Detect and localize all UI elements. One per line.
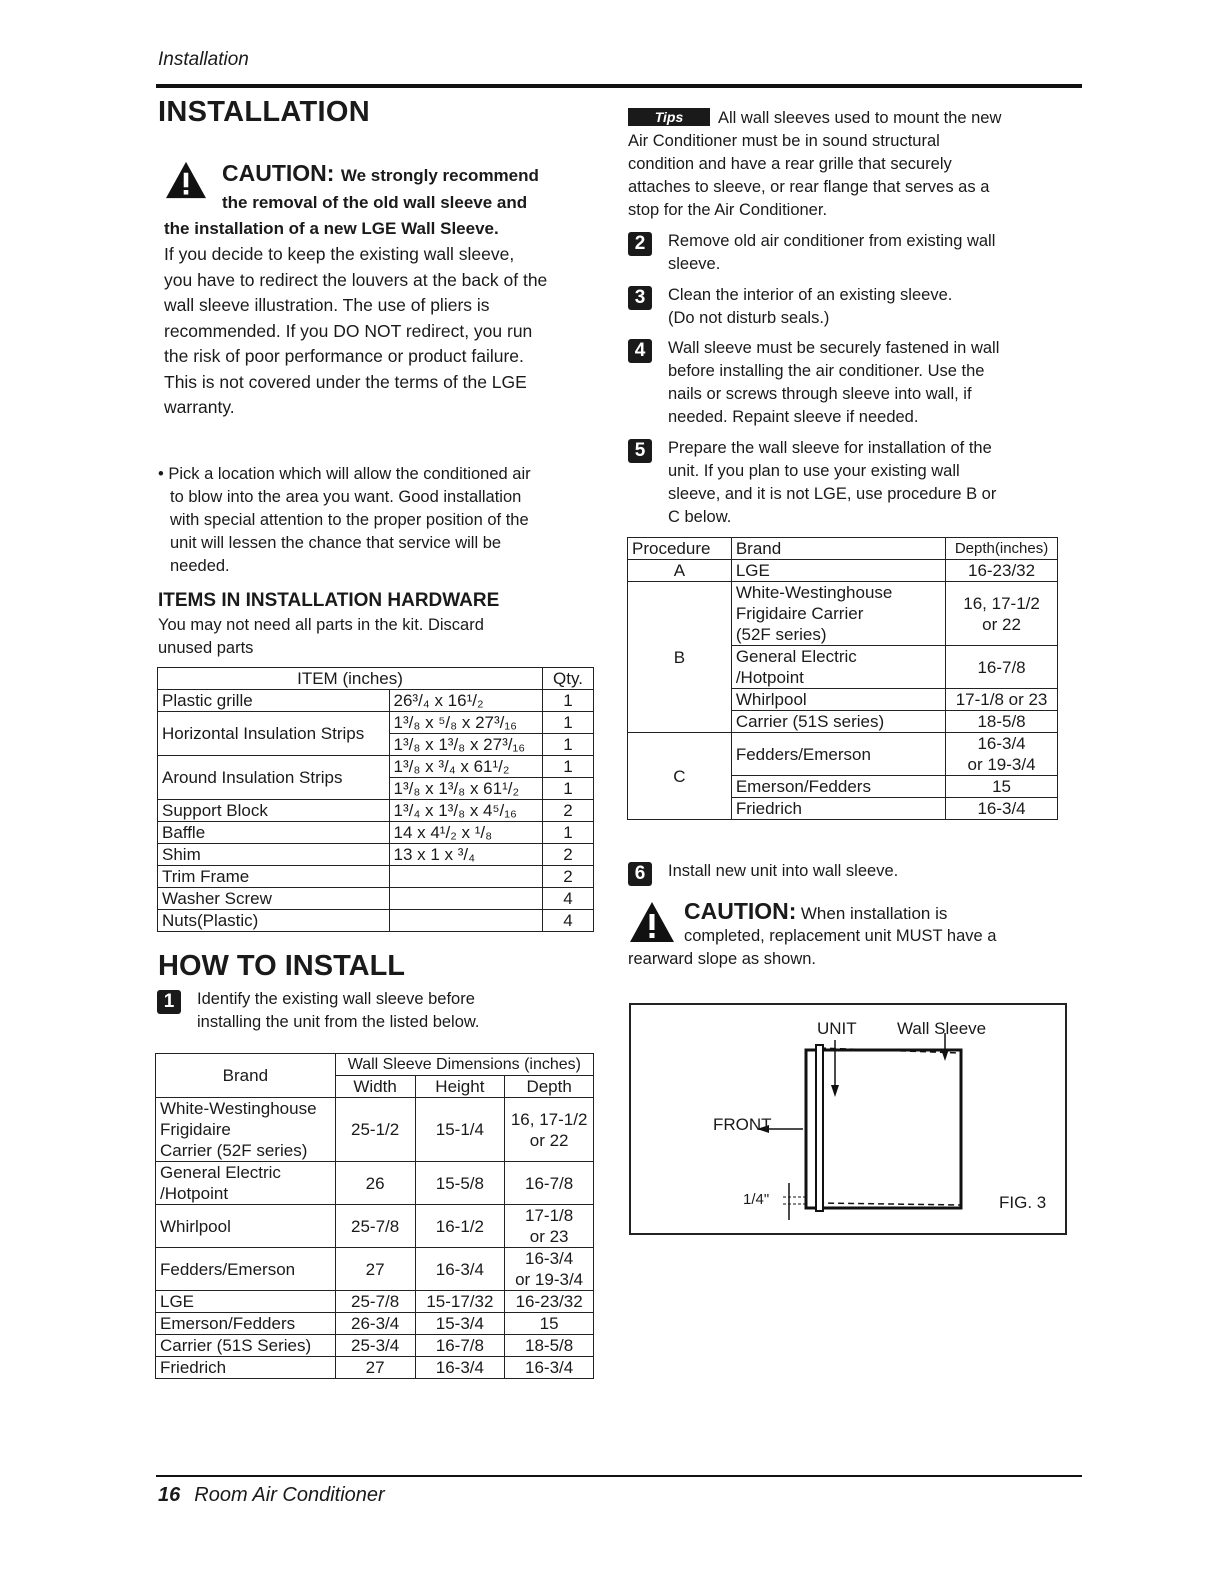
how-to-heading: HOW TO INSTALL	[158, 950, 406, 982]
item-dims: 1³/₈ x ⁵/₈ x 27³/₁₆	[389, 712, 543, 734]
col-depth: Depth(inches)	[946, 538, 1058, 560]
caution-label: CAUTION:	[222, 160, 335, 186]
item-name: Trim Frame	[158, 866, 390, 888]
depth-cell: 16-23/32	[505, 1291, 594, 1313]
step-text	[668, 337, 1068, 429]
item-dims: 1³/₈ x 1³/₈ x 61¹/₂	[389, 778, 543, 800]
depth-line: 16-3/4	[977, 734, 1026, 753]
item-name: Nuts(Plastic)	[158, 910, 390, 932]
wall-sleeve-table	[155, 1053, 594, 1379]
item-qty: 2	[543, 844, 594, 866]
table-row	[156, 1291, 594, 1313]
caution-body-line: the risk of poor performance or product failure.	[164, 346, 524, 366]
col-dims: Wall Sleeve Dimensions (inches)	[335, 1054, 593, 1076]
width-cell: 26-3/4	[335, 1313, 415, 1335]
depth-line: or 22	[982, 614, 1021, 634]
item-dims	[389, 910, 543, 932]
height-cell: 16-1/2	[415, 1205, 505, 1248]
depth-cell	[946, 733, 1058, 776]
height-cell: 16-7/8	[415, 1335, 505, 1357]
footer-rule	[156, 1475, 1082, 1477]
col-height: Height	[415, 1076, 505, 1098]
procedure-cell: A	[628, 560, 732, 582]
items-header-item: ITEM (inches)	[158, 668, 543, 690]
caution-text-3: the installation of a new LGE Wall Sleeve.	[164, 219, 499, 238]
table-row	[156, 1313, 594, 1335]
location-bullet	[158, 463, 598, 578]
step-3	[628, 284, 1068, 330]
table-row	[156, 1248, 594, 1291]
step-4	[628, 337, 1068, 429]
width-cell: 25-1/2	[335, 1098, 415, 1162]
depth-cell: 16-7/8	[946, 646, 1058, 689]
page-footer	[158, 1484, 385, 1507]
table-row	[158, 910, 594, 932]
item-qty: 1	[543, 734, 594, 756]
tips-line: stop for the Air Conditioner.	[628, 201, 828, 219]
procedure-table	[627, 537, 1058, 820]
depth-cell	[505, 1098, 594, 1162]
step-number-badge: 3	[628, 286, 652, 310]
item-dims: 14 x 4¹/₂ x ¹/₈	[389, 822, 543, 844]
step-line: installing the unit from the listed below.	[197, 1013, 480, 1031]
footer-title: Room Air Conditioner	[194, 1484, 385, 1506]
warning-icon	[164, 160, 208, 200]
item-name: Baffle	[158, 822, 390, 844]
step-line: Prepare the wall sleeve for installation of the	[668, 439, 992, 457]
step-text	[668, 860, 1068, 883]
item-qty: 1	[543, 712, 594, 734]
step-line: needed. Repaint sleeve if needed.	[668, 408, 919, 426]
table-row	[156, 1357, 594, 1379]
item-name: Shim	[158, 844, 390, 866]
step-text	[668, 437, 1068, 529]
table-row	[628, 560, 1058, 582]
caution-body-line: recommended. If you DO NOT redirect, you run	[164, 320, 533, 341]
step-line: sleeve, and it is not LGE, use procedure B or	[668, 485, 997, 503]
table-row	[158, 690, 594, 712]
item-dims: 1³/₈ x 1³/₈ x 27³/₁₆	[389, 734, 543, 756]
tips-line: condition and have a rear grille that securely	[628, 155, 952, 173]
items-table	[157, 667, 594, 932]
table-row	[156, 1335, 594, 1357]
col-brand: Brand	[731, 538, 945, 560]
depth-line: 16-3/4	[525, 1249, 574, 1268]
caution-block	[164, 160, 594, 421]
brand-cell: Whirlpool	[156, 1205, 336, 1248]
procedure-cell: C	[628, 733, 732, 820]
page-title: INSTALLATION	[158, 96, 370, 128]
bullet-line: needed.	[170, 557, 230, 575]
tips-line: Air Conditioner must be in sound structural	[628, 132, 940, 150]
col-procedure: Procedure	[628, 538, 732, 560]
step-2	[628, 230, 1068, 276]
item-dims: 26³/₄ x 16¹/₂	[389, 690, 543, 712]
step-number-badge: 1	[157, 990, 181, 1014]
caution-body-line: This is not covered under the terms of the LGE	[164, 371, 527, 392]
step-text	[197, 988, 597, 1034]
step-1	[157, 988, 597, 1034]
item-name: Washer Screw	[158, 888, 390, 910]
caution-body-line: If you decide to keep the existing wall sleeve,	[164, 244, 515, 264]
caution-body-line: warranty.	[164, 397, 235, 417]
item-qty: 2	[543, 866, 594, 888]
running-header: Installation	[158, 49, 249, 70]
depth-cell: 15	[505, 1313, 594, 1335]
caution-block-2	[628, 898, 1068, 971]
table-row	[158, 866, 594, 888]
depth-line: 16, 17-1/2	[963, 593, 1040, 613]
items-heading: ITEMS IN INSTALLATION HARDWARE	[158, 590, 500, 611]
caution-text-2: the removal of the old wall sleeve and	[222, 193, 528, 212]
bullet-line: with special attention to the proper position of the	[170, 511, 529, 529]
bullet-line: to blow into the area you want. Good installation	[170, 488, 522, 506]
item-name: Around Insulation Strips	[158, 756, 390, 800]
width-cell: 25-7/8	[335, 1291, 415, 1313]
depth-cell: 16-3/4	[946, 798, 1058, 820]
depth-cell: 18-5/8	[946, 711, 1058, 733]
caution-body	[164, 242, 594, 421]
item-dims: 1³/₄ x 1³/₈ x 4⁵/₁₆	[389, 800, 543, 822]
procedure-cell: B	[628, 582, 732, 733]
brand-cell: Friedrich	[156, 1357, 336, 1379]
table-row	[158, 888, 594, 910]
brand-line: /Hotpoint	[735, 668, 804, 687]
brand-cell	[731, 646, 945, 689]
step-line: nails or screws through sleeve into wall, if	[668, 385, 972, 403]
depth-cell: 18-5/8	[505, 1335, 594, 1357]
depth-cell	[946, 582, 1058, 646]
table-row	[158, 756, 594, 778]
height-cell: 15-3/4	[415, 1313, 505, 1335]
items-header-qty: Qty.	[543, 668, 594, 690]
wall-sleeve-label: Wall Sleeve	[897, 1019, 987, 1038]
item-qty: 2	[543, 800, 594, 822]
height-cell: 16-3/4	[415, 1357, 505, 1379]
brand-line: White-Westinghouse	[735, 583, 893, 602]
brand-cell: LGE	[156, 1291, 336, 1313]
item-qty: 1	[543, 778, 594, 800]
height-cell: 16-3/4	[415, 1248, 505, 1291]
items-note-line: You may not need all parts in the kit. Discard	[158, 616, 484, 634]
brand-cell	[731, 582, 945, 646]
item-qty: 4	[543, 888, 594, 910]
caution-label: CAUTION:	[684, 898, 797, 924]
table-row	[158, 844, 594, 866]
table-row	[156, 1205, 594, 1248]
step-text	[668, 284, 1068, 330]
item-qty: 1	[543, 690, 594, 712]
step-line: Remove old air conditioner from existing wall	[668, 232, 996, 250]
height-cell: 15-1/4	[415, 1098, 505, 1162]
item-dims	[389, 866, 543, 888]
step-number-badge: 4	[628, 339, 652, 363]
brand-cell: Emerson/Fedders	[156, 1313, 336, 1335]
depth-cell: 16-23/32	[946, 560, 1058, 582]
depth-line: or 19-3/4	[515, 1270, 584, 1289]
brand-line: General Electric	[160, 1163, 281, 1182]
bullet-line: • Pick a location which will allow the conditioned air	[158, 465, 531, 483]
depth-line: or 19-3/4	[967, 755, 1036, 774]
depth-cell	[505, 1248, 594, 1291]
brand-cell: Fedders/Emerson	[156, 1248, 336, 1291]
col-depth: Depth	[505, 1076, 594, 1098]
table-row	[628, 582, 1058, 646]
width-cell: 26	[335, 1162, 415, 1205]
tips-line: All wall sleeves used to mount the new	[718, 109, 1002, 127]
step-6	[628, 860, 1068, 883]
depth-cell	[505, 1205, 594, 1248]
table-row	[156, 1098, 594, 1162]
table-row	[158, 822, 594, 844]
col-brand: Brand	[156, 1054, 336, 1098]
step-line: Identify the existing wall sleeve before	[197, 990, 475, 1008]
brand-line: (52F series)	[735, 625, 827, 644]
figure-3	[629, 1003, 1067, 1235]
item-name: Support Block	[158, 800, 390, 822]
item-name: Horizontal Insulation Strips	[158, 712, 390, 756]
width-cell: 25-3/4	[335, 1335, 415, 1357]
item-dims: 13 x 1 x ³/₄	[389, 844, 543, 866]
caution-text-2: completed, replacement unit MUST have a	[684, 927, 997, 945]
depth-cell: 16-3/4	[505, 1357, 594, 1379]
depth-line: or 23	[529, 1227, 569, 1246]
step-number-badge: 6	[628, 862, 652, 886]
step-line: before installing the air conditioner. Use the	[668, 362, 985, 380]
step-line: unit. If you plan to use your existing wall	[668, 462, 960, 480]
width-cell: 27	[335, 1248, 415, 1291]
unit-label: UNIT	[817, 1019, 857, 1038]
brand-line: Frigidaire Carrier	[735, 604, 864, 623]
brand-cell	[156, 1162, 336, 1205]
brand-cell: Whirlpool	[731, 689, 945, 711]
item-name: Plastic grille	[158, 690, 390, 712]
step-line: (Do not disturb seals.)	[668, 309, 830, 327]
quarter-inch-label: 1/4"	[743, 1191, 770, 1208]
item-dims: 1³/₈ x ³/₄ x 61¹/₂	[389, 756, 543, 778]
step-number-badge: 2	[628, 232, 652, 256]
brand-line: Carrier (52F series)	[160, 1141, 308, 1160]
brand-cell: Fedders/Emerson	[731, 733, 945, 776]
brand-cell	[156, 1098, 336, 1162]
brand-line: Frigidaire	[160, 1120, 231, 1139]
caution-text-3: rearward slope as shown.	[628, 950, 817, 968]
width-cell: 27	[335, 1357, 415, 1379]
table-row	[158, 800, 594, 822]
front-label: FRONT	[713, 1115, 772, 1134]
step-5	[628, 437, 1068, 529]
table-row	[158, 712, 594, 734]
table-row	[628, 733, 1058, 776]
caution-text-1: When installation is	[800, 904, 948, 923]
tips-block	[628, 107, 1068, 222]
table-row	[156, 1162, 594, 1205]
caution-body-line: wall sleeve illustration. The use of pliers is	[164, 295, 490, 315]
col-width: Width	[335, 1076, 415, 1098]
brand-line: /Hotpoint	[160, 1184, 229, 1203]
depth-cell: 16-7/8	[505, 1162, 594, 1205]
tips-line: attaches to sleeve, or rear flange that serves as a	[628, 178, 990, 196]
step-line: Clean the interior of an existing sleeve.	[668, 286, 953, 304]
brand-line: White-Westinghouse	[160, 1099, 317, 1118]
item-qty: 1	[543, 822, 594, 844]
page-number: 16	[158, 1484, 181, 1506]
brand-line: General Electric	[735, 647, 857, 666]
caution-body-line: you have to redirect the louvers at the back of the	[164, 269, 548, 290]
step-line: C below.	[668, 508, 732, 526]
depth-line: 17-1/8	[525, 1206, 574, 1225]
item-qty: 1	[543, 756, 594, 778]
depth-line: or 22	[529, 1130, 569, 1150]
item-qty: 4	[543, 910, 594, 932]
width-cell: 25-7/8	[335, 1205, 415, 1248]
brand-cell: Carrier (51S Series)	[156, 1335, 336, 1357]
item-dims	[389, 888, 543, 910]
warning-icon	[628, 900, 676, 944]
items-note	[158, 614, 484, 660]
brand-cell: LGE	[731, 560, 945, 582]
step-number-badge: 5	[628, 439, 652, 463]
brand-cell: Carrier (51S series)	[731, 711, 945, 733]
caution-text-1: We strongly recommend	[340, 166, 539, 185]
depth-cell: 15	[946, 776, 1058, 798]
items-note-line: unused parts	[158, 639, 254, 657]
brand-cell: Emerson/Fedders	[731, 776, 945, 798]
step-line: Install new unit into wall sleeve.	[668, 862, 899, 880]
step-text	[668, 230, 1068, 276]
header-rule	[156, 84, 1082, 88]
bullet-line: unit will lessen the chance that service will be	[170, 534, 502, 552]
depth-line: 16, 17-1/2	[510, 1109, 588, 1129]
step-line: sleeve.	[668, 255, 721, 273]
tips-badge: Tips	[628, 108, 710, 126]
brand-cell: Friedrich	[731, 798, 945, 820]
figure-caption: FIG. 3	[999, 1193, 1047, 1212]
step-line: Wall sleeve must be securely fastened in wall	[668, 339, 1000, 357]
height-cell: 15-5/8	[415, 1162, 505, 1205]
depth-cell: 17-1/8 or 23	[946, 689, 1058, 711]
height-cell: 15-17/32	[415, 1291, 505, 1313]
